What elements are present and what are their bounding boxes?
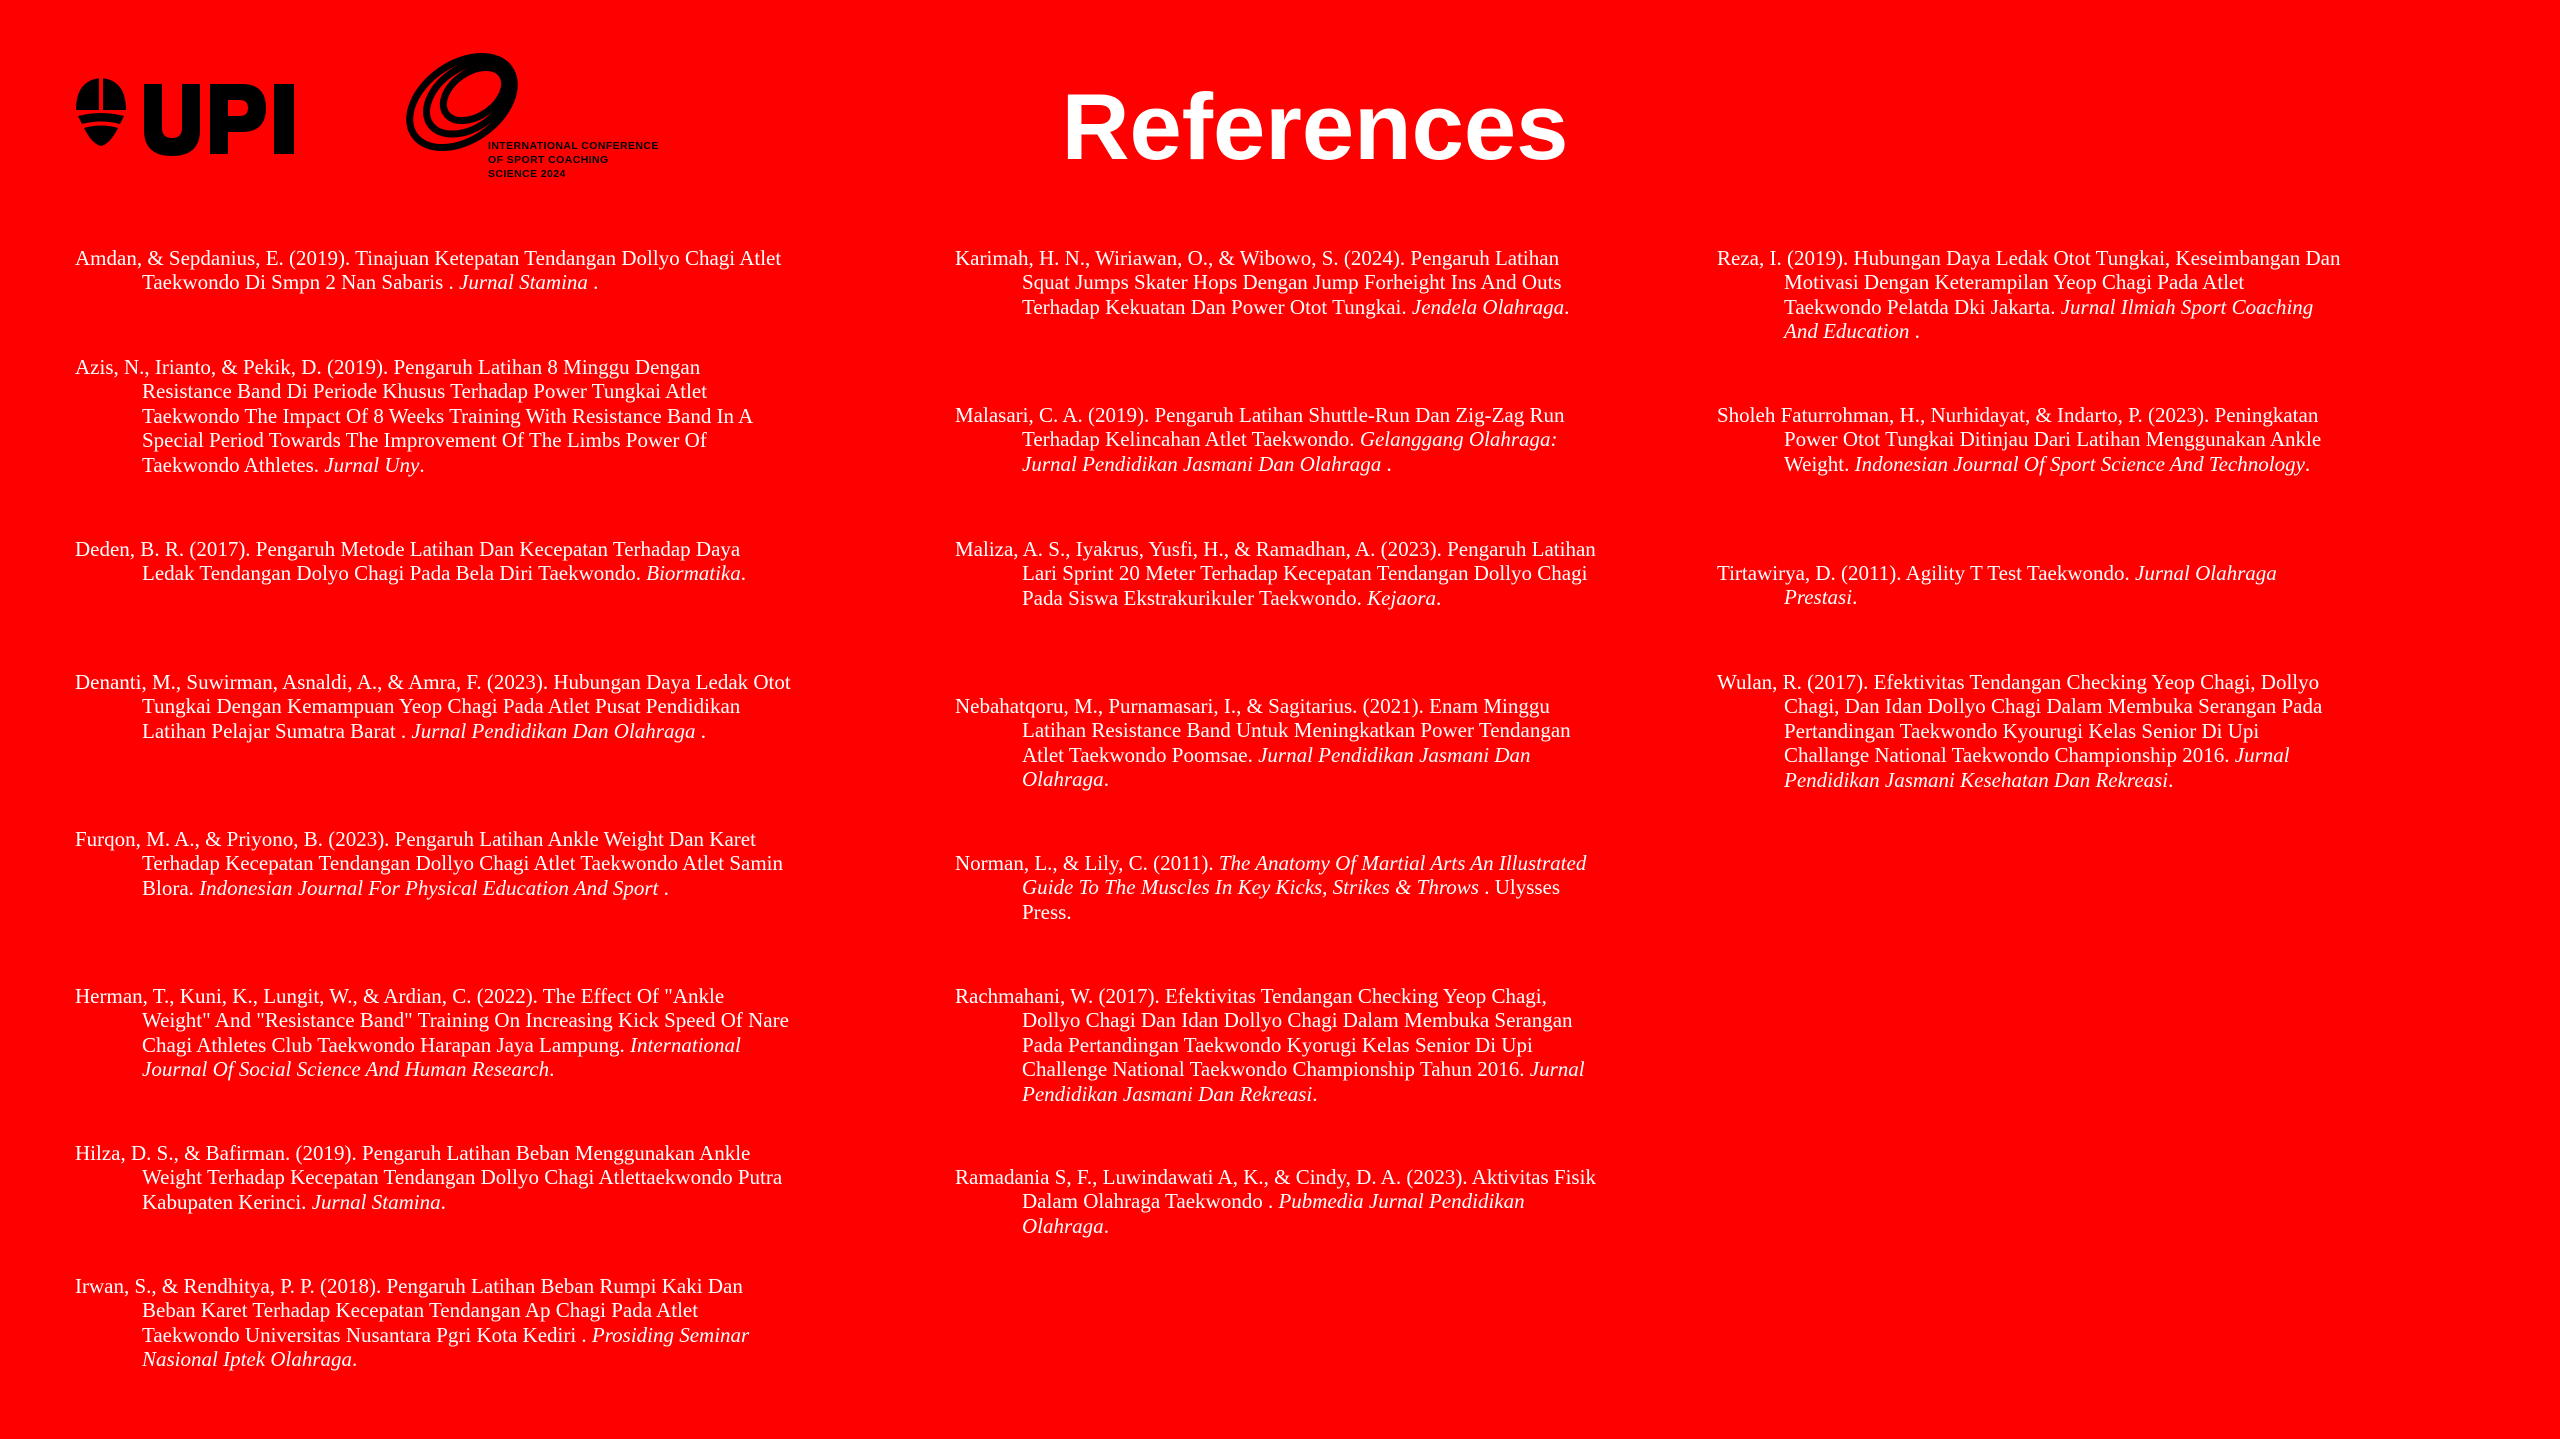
reference-entry <box>1717 403 2342 476</box>
reference-text: Azis, N., Irianto, & Pekik, D. (2019). Pengaruh Latihan 8 Minggu Dengan Resistance Band Di Periode Khusus Terhadap Power Tungkai Atlet Taekwondo The Impact Of 8 Weeks Training With Resistance Band In A Special Period Towards The Improvement Of The Limbs Power Of Taekwondo Athletes. <box>75 355 753 477</box>
reference-entry <box>1717 670 2342 792</box>
reference-tail: . <box>1852 585 1858 610</box>
reference-journal: Jurnal Olahraga Prestasi <box>1784 561 2277 610</box>
reference-tail: . <box>440 1189 446 1214</box>
reference-tail: . <box>2168 767 2174 792</box>
conference-logo-line: SCIENCE 2024 <box>488 168 566 180</box>
reference-journal: Kejaora <box>1367 585 1437 610</box>
reference-tail: . <box>658 875 669 900</box>
reference-journal: Jurnal Stamina <box>459 270 588 295</box>
reference-text: Wulan, R. (2017). Efektivitas Tendangan Checking Yeop Chagi, Dollyo Chagi, Dan Idan Dollyo Chagi Dalam Membuka Serangan Pada Pertandingan Taekwondo Kyourugi Kelas Senior Di Upi Challange National Taekwondo Championship 2016. <box>1717 670 2323 768</box>
reference-text: Sholeh Faturrohman, H., Nurhidayat, & Indarto, P. (2023). Peningkatan Power Otot Tungkai Ditinjau Dari Latihan Menggunakan Ankle Weight. <box>1717 403 2322 476</box>
reference-entry <box>1717 246 2342 344</box>
reference-tail: . <box>2304 451 2311 476</box>
reference-entry <box>75 984 795 1082</box>
reference-entry <box>1717 561 2342 610</box>
reference-journal: Indonesian Journal For Physical Education And Sport <box>199 875 659 900</box>
reference-journal: Jurnal Pendidikan Jasmani Dan Olahraga <box>1022 742 1531 792</box>
reference-text: Nebahatqoru, M., Purnamasari, I., & Sagitarius. (2021). Enam Minggu Latihan Resistance Band Untuk Meningkatkan Power Tendangan Atlet Taekwondo Poomsae. <box>955 694 1571 767</box>
reference-tail: . Ulysses Press. <box>1022 875 1561 924</box>
reference-tail: . <box>419 452 425 477</box>
reference-entry <box>955 537 1605 610</box>
reference-journal: Jurnal Uny <box>324 452 420 477</box>
reference-text: Furqon, M. A., & Priyono, B. (2023). Pengaruh Latihan Ankle Weight Dan Karet Terhadap Kecepatan Tendangan Dollyo Chagi Atlet Taekwondo Atlet Samin Blora. <box>75 827 783 900</box>
reference-journal: Gelanggang Olahraga: Jurnal Pendidikan Jasmani Dan Olahraga <box>1022 427 1558 476</box>
reference-text: Reza, I. (2019). Hubungan Daya Ledak Otot Tungkai, Keseimbangan Dan Motivasi Dengan Keterampilan Yeop Chagi Pada Atlet Taekwondo Pelatda Dki Jakarta. <box>1717 246 2341 319</box>
reference-text: Karimah, H. N., Wiriawan, O., & Wibowo, S. (2024). Pengaruh Latihan Squat Jumps Skater Hops Dengan Jump Forheight Ins And Outs Terhadap Kekuatan Dan Power Otot Tungkai. <box>955 246 1562 319</box>
reference-entry <box>955 851 1605 924</box>
reference-tail: . <box>1436 585 1442 610</box>
upi-emblem-icon <box>76 78 126 146</box>
reference-journal: Jurnal Pendidikan Jasmani Kesehatan Dan Rekreasi <box>1784 743 2290 792</box>
reference-journal: Biormatika <box>646 561 741 586</box>
reference-journal: Jurnal Ilmiah Sport Coaching And Education <box>1784 294 2314 344</box>
reference-entry <box>75 670 795 743</box>
upi-letters <box>144 84 294 156</box>
reference-text: Amdan, & Sepdanius, E. (2019). Tinajuan Ketepatan Tendangan Dollyo Chagi Atlet Taekwondo Di Smpn 2 Nan Sabaris . <box>75 246 782 295</box>
conference-logo-line: INTERNATIONAL CONFERENCE <box>488 140 659 152</box>
reference-tail: . <box>695 718 706 743</box>
reference-entry <box>75 827 795 900</box>
reference-entry <box>75 355 795 477</box>
reference-tail: . <box>1564 294 1570 319</box>
reference-entry <box>955 694 1605 792</box>
reference-tail: . <box>1103 1213 1109 1238</box>
reference-journal: Jendela Olahraga <box>1411 294 1565 319</box>
page-title: References <box>1061 74 1569 179</box>
reference-journal: International Journal Of Social Science And Human Research <box>142 1032 741 1082</box>
reference-journal: Jurnal Pendidikan Jasmani Dan Rekreasi <box>1022 1057 1585 1106</box>
reference-tail: . <box>1909 319 1920 344</box>
reference-journal: The Anatomy Of Martial Arts An Illustrated Guide To The Muscles In Key Kicks, Strikes & Throws <box>1022 851 1587 900</box>
conference-logo-text <box>488 139 659 181</box>
reference-text: Rachmahani, W. (2017). Efektivitas Tendangan Checking Yeop Chagi, Dollyo Chagi Dan Idan Dollyo Chagi Dalam Membuka Serangan Pada Pertandingan Taekwondo Kyorugi Kelas Senior Di Upi Challenge National Taekwondo Championship Tahun 2016. <box>955 984 1573 1082</box>
reference-tail: . <box>352 1347 358 1372</box>
reference-text: Denanti, M., Suwirman, Asnaldi, A., & Amra, F. (2023). Hubungan Daya Ledak Otot Tungkai Dengan Kemampuan Yeop Chagi Pada Atlet Pusat Pendidikan Latihan Pelajar Sumatra Barat . <box>75 670 791 743</box>
reference-tail: . <box>740 561 746 586</box>
reference-tail: . <box>1312 1081 1318 1106</box>
reference-tail: . <box>549 1057 555 1082</box>
reference-entry <box>955 246 1605 319</box>
reference-text: Norman, L., & Lily, C. (2011). <box>955 851 1219 875</box>
reference-journal: Pubmedia Jurnal Pendidikan Olahraga <box>1022 1189 1525 1238</box>
reference-tail: . <box>1381 451 1392 476</box>
reference-journal: Jurnal Stamina <box>311 1189 441 1214</box>
reference-entry <box>955 403 1605 476</box>
reference-text: Maliza, A. S., Iyakrus, Yusfi, H., & Ramadhan, A. (2023). Pengaruh Latihan Lari Sprint 20 Meter Terhadap Kecepatan Tendangan Dollyo Chagi Pada Siswa Ekstrakurikuler Taekwondo. <box>955 537 1596 610</box>
upi-logo <box>70 74 305 162</box>
reference-entry <box>955 1165 1605 1238</box>
reference-text: Ramadania S, F., Luwindawati A, K., & Cindy, D. A. (2023). Aktivitas Fisik Dalam Olahraga Taekwondo . <box>955 1165 1596 1214</box>
reference-text: Tirtawirya, D. (2011). Agility T Test Taekwondo. <box>1717 561 2136 585</box>
reference-text: Hilza, D. S., & Bafirman. (2019). Pengaruh Latihan Beban Menggunakan Ankle Weight Terhadap Kecepatan Tendangan Dollyo Chagi Atlettaekwondo Putra Kabupaten Kerinci. <box>75 1141 783 1214</box>
reference-text: Malasari, C. A. (2019). Pengaruh Latihan Shuttle-Run Dan Zig-Zag Run Terhadap Kelincahan Atlet Taekwondo. <box>955 403 1565 452</box>
reference-entry <box>75 1141 795 1214</box>
reference-tail: . <box>1103 767 1109 792</box>
reference-tail: . <box>587 270 599 295</box>
reference-entry <box>75 537 795 586</box>
reference-entry <box>955 984 1605 1106</box>
reference-text: Herman, T., Kuni, K., Lungit, W., & Ardian, C. (2022). The Effect Of "Ankle Weight" And "Resistance Band" Training On Increasing Kick Speed Of Nare Chagi Athletes Club Taekwondo Harapan Jaya Lampung. <box>75 984 789 1057</box>
reference-journal: Jurnal Pendidikan Dan Olahraga <box>411 718 696 743</box>
reference-entry <box>75 1274 795 1372</box>
reference-entry <box>75 246 795 295</box>
reference-text: Deden, B. R. (2017). Pengaruh Metode Latihan Dan Kecepatan Terhadap Daya Ledak Tendangan Dolyo Chagi Pada Bela Diri Taekwondo. <box>75 537 741 586</box>
reference-journal: Indonesian Journal Of Sport Science And Technology <box>1854 451 2305 476</box>
reference-journal: Prosiding Seminar Nasional Iptek Olahraga <box>142 1322 750 1372</box>
reference-text: Irwan, S., & Rendhitya, P. P. (2018). Pengaruh Latihan Beban Rumpi Kaki Dan Beban Karet Terhadap Kecepatan Tendangan Ap Chagi Pada Atlet Taekwondo Universitas Nusantara Pgri Kota Kediri . <box>75 1274 743 1347</box>
conference-logo-line: OF SPORT COACHING <box>488 154 609 166</box>
